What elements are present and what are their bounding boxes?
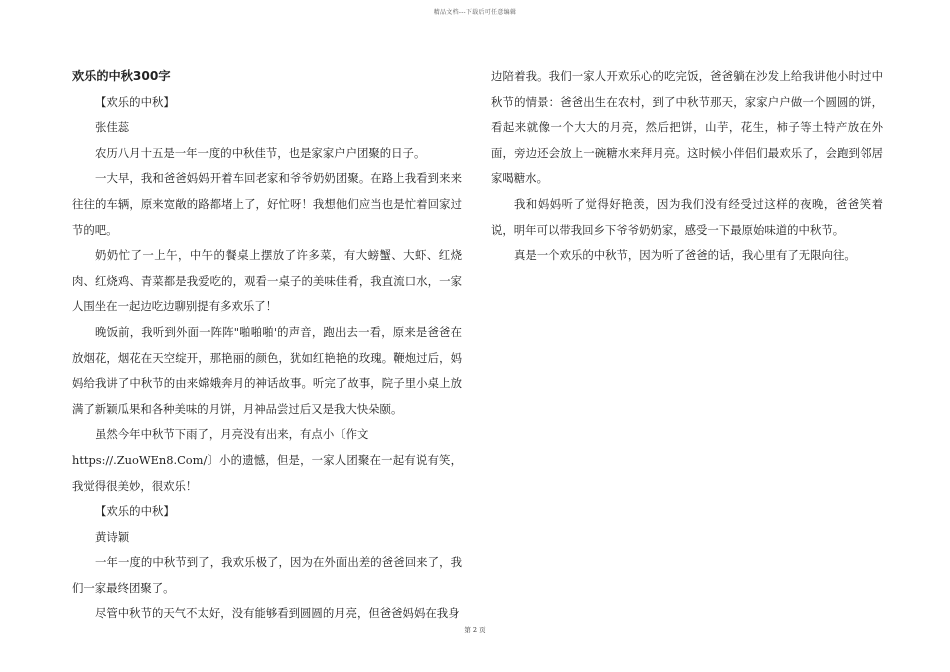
paragraph: 奶奶忙了一上午，中午的餐桌上摆放了许多菜，有大螃蟹、大虾、红烧肉、红烧鸡、青菜都是我爱吃的，观看一桌子的美味佳肴，我直流口水，一家人围坐在一起边吃边聊别提有多欢乐了！: [72, 248, 462, 314]
paragraph: 一大早，我和爸爸妈妈开着车回老家和爷爷奶奶团聚。在路上我看到来来往往的车辆，原来宽敞的路都堵上了，好忙呀！我想他们应当也是忙着回家过节的吧。: [72, 171, 462, 237]
author-name: 黄诗颖: [95, 529, 130, 544]
paragraph: 晚饭前，我听到外面一阵阵"啪啪啪'的声音，跑出去一看，原来是爸爸在放烟花，烟花在天空绽开，那艳丽的颜色，犹如红艳艳的玫瑰。鞭炮过后，妈妈给我讲了中秋节的由来嫦娥奔月的神话故事。听完了故事，院子里小桌上放满了新颖瓜果和各种美味的月饼，月神品尝过后又是我大快朵颐。: [72, 324, 462, 416]
paragraph: 我和妈妈听了觉得好艳羡，因为我们没有经受过这样的夜晚，爸爸笑着说，明年可以带我回乡下爷爷奶奶家，感受一下最原始味道的中秋节。: [491, 196, 883, 237]
section-heading: 【欢乐的中秋】: [95, 504, 175, 519]
section-heading: 【欢乐的中秋】: [95, 94, 175, 109]
paragraph: 虽然今年中秋节下雨了，月亮没有出来，有点小〔作文: [95, 427, 369, 442]
paragraph-continued: 边陪着我。我们一家人开欢乐心的吃完饭，爸爸躺在沙发上给我讲他小时过中秋节的情景：爸爸出生在农村，到了中秋节那天，家家户户做一个圆圆的饼，看起来就像一个大大的月亮，然后把饼，山芋，花生，柿子等土特产放在外面，旁边还会放上一碗糖水来拜月亮。这时候小伴侣们最欢乐了，会跑到邻居家喝糖水。: [491, 69, 883, 186]
author-name: 张佳蕊: [95, 120, 130, 135]
paragraph: 一年一度的中秋节到了，我欢乐极了，因为在外面出差的爸爸回来了，我们一家最终团聚了。: [72, 555, 462, 595]
paragraph-continued: https://.ZuoWEn8.Com/〕小的遗憾，但是，一家人团聚在一起有说有笑，我觉得很美妙，很欢乐！: [72, 452, 462, 493]
paragraph: 农历八月十五是一年一度的中秋佳节，也是家家户户团聚的日子。: [95, 145, 426, 160]
page-header: 精品文档---下载后可任意编辑: [433, 9, 517, 16]
document-title: 欢乐的中秋300字: [72, 69, 171, 83]
right-column: [491, 64, 883, 269]
paragraph: 真是一个欢乐的中秋节，因为听了爸爸的话，我心里有了无限向往。: [514, 248, 856, 263]
paragraph: 尽管中秋节的天气不太好，没有能够看到圆圆的月亮，但爸爸妈妈在我身: [95, 606, 460, 621]
page-number: 第 2 页: [464, 626, 486, 634]
left-column: [72, 64, 462, 627]
